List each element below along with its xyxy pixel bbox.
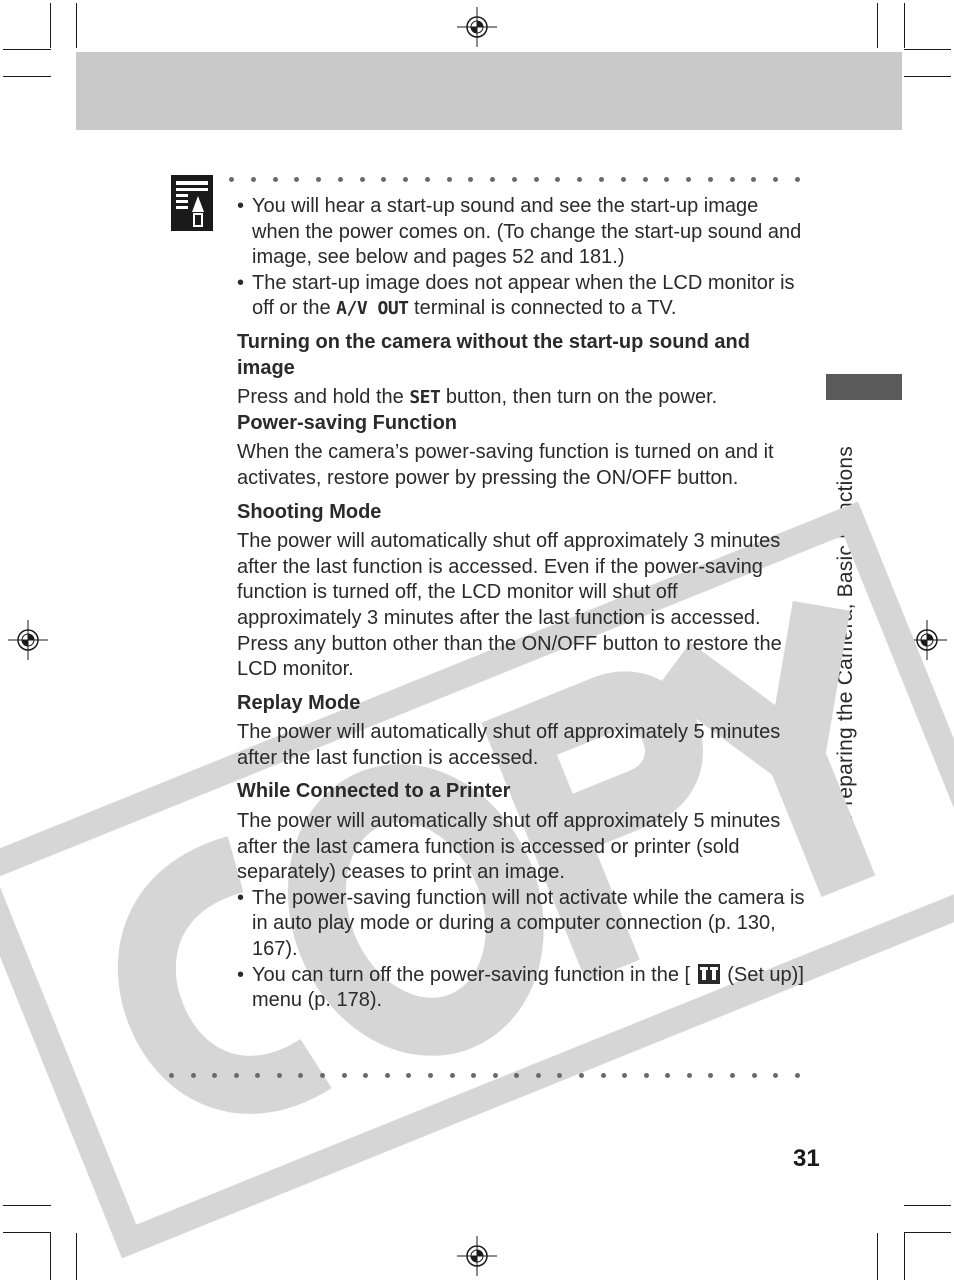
rule-dot — [363, 1073, 368, 1078]
rule-dot — [795, 1073, 800, 1078]
rule-dot — [342, 1073, 347, 1078]
av-out-terminal-symbol: A/V OUT — [336, 298, 409, 320]
rule-dot — [708, 177, 713, 182]
body-text: Press and hold the — [237, 386, 410, 409]
crop-mark — [877, 1233, 878, 1280]
section-body: When the camera’s power-saving function is turned on and it activates, restore power by pressing the ON/OFF button. — [237, 441, 774, 489]
section-heading: Turning on the camera without the start-up sound and image — [237, 330, 750, 379]
bullet-mark: • — [237, 886, 245, 909]
rule-dot — [622, 1073, 627, 1078]
registration-mark-icon — [457, 7, 497, 47]
crop-mark — [904, 1233, 905, 1280]
rule-dot — [621, 177, 626, 182]
body-text: button, then turn on the power. — [440, 386, 718, 409]
rule-dot — [773, 1073, 778, 1078]
rule-dot — [381, 177, 386, 182]
rule-dot — [277, 1073, 282, 1078]
rule-dot — [251, 177, 256, 182]
rule-dot — [512, 177, 517, 182]
crop-mark — [904, 3, 905, 48]
section-body — [237, 385, 807, 411]
rule-dot — [795, 177, 800, 182]
rule-dot — [447, 177, 452, 182]
registration-mark-icon — [907, 620, 947, 660]
rule-dot — [273, 177, 278, 182]
rule-dot — [686, 177, 691, 182]
section-heading: Shooting Mode — [237, 500, 382, 523]
bullet-text: The power-saving function will not activate while the camera is in auto play mode or during a computer connection (p. 130, 167). — [252, 886, 805, 961]
rule-dot — [751, 177, 756, 182]
dotted-rule-top — [229, 177, 800, 183]
header-band — [76, 52, 902, 130]
rule-dot — [579, 1073, 584, 1078]
rule-dot — [493, 1073, 498, 1078]
rule-dot — [385, 1073, 390, 1078]
bullet-text: You will hear a start-up sound and see the start-up image when the power comes on. (To change the start-up sound and image, see below and pages 52 and 181.) — [252, 195, 802, 269]
rule-dot — [316, 177, 321, 182]
rule-dot — [406, 1073, 411, 1078]
bullet-text: The start-up image does not appear when the LCD monitor is off or the — [252, 271, 795, 320]
rule-dot — [294, 177, 299, 182]
section-body: The power will automatically shut off approximately 5 minutes after the last camera function is accessed or printer (sold separately) ceases to print an image. — [237, 810, 781, 884]
rule-dot — [687, 1073, 692, 1078]
note-bullet — [237, 963, 807, 1014]
dotted-rule-bottom — [169, 1073, 800, 1079]
rule-dot — [730, 177, 735, 182]
rule-dot — [212, 1073, 217, 1078]
rule-dot — [468, 177, 473, 182]
rule-dot — [577, 177, 582, 182]
rule-dot — [643, 177, 648, 182]
rule-dot — [428, 1073, 433, 1078]
rule-dot — [450, 1073, 455, 1078]
section-heading: Power-saving Function — [237, 411, 458, 434]
registration-mark-icon — [457, 1236, 497, 1276]
note-icon — [170, 174, 214, 232]
rule-dot — [664, 177, 669, 182]
crop-mark — [76, 1233, 77, 1280]
crop-mark — [904, 49, 951, 50]
rule-dot — [255, 1073, 260, 1078]
set-button-symbol: SET — [409, 387, 441, 409]
rule-dot — [555, 177, 560, 182]
rule-dot — [191, 1073, 196, 1078]
rule-dot — [229, 177, 234, 182]
bullet-text: (Set up)] menu (p. 178). — [252, 963, 804, 1012]
bullet-mark: • — [237, 963, 245, 986]
crop-mark — [50, 1233, 51, 1280]
rule-dot — [752, 1073, 757, 1078]
section-body: The power will automatically shut off approximately 3 minutes after the last function is accessed. Even if the power-saving function is turned off, the LCD monitor will shut off approximately 3 minutes after the last function is accessed. Press any button other than the ON/OFF button to restore the LCD monitor. — [237, 530, 782, 681]
note-bullet — [237, 194, 807, 271]
rule-dot — [557, 1073, 562, 1078]
crop-mark — [3, 76, 51, 77]
page-number: 31 — [793, 1145, 820, 1172]
bullet-text: terminal is connected to a TV. — [408, 297, 677, 320]
crop-mark — [3, 1232, 51, 1233]
rule-dot — [665, 1073, 670, 1078]
note-bullet — [237, 886, 807, 963]
rule-dot — [490, 177, 495, 182]
rule-dot — [534, 177, 539, 182]
crop-mark — [904, 76, 951, 77]
crop-mark — [3, 49, 51, 50]
rule-dot — [298, 1073, 303, 1078]
crop-mark — [877, 3, 878, 48]
rule-dot — [514, 1073, 519, 1078]
bullet-mark: • — [237, 195, 245, 217]
rule-dot — [599, 177, 604, 182]
rule-dot — [338, 177, 343, 182]
rule-dot — [773, 177, 778, 182]
note-content — [237, 194, 807, 1014]
rule-dot — [169, 1073, 174, 1078]
setup-menu-icon — [698, 964, 720, 984]
rule-dot — [425, 177, 430, 182]
rule-dot — [471, 1073, 476, 1078]
crop-mark — [904, 1205, 951, 1206]
rule-dot — [644, 1073, 649, 1078]
bullet-text: You can turn off the power-saving function in the [ — [252, 963, 691, 986]
rule-dot — [360, 177, 365, 182]
rule-dot — [234, 1073, 239, 1078]
section-heading: Replay Mode — [237, 691, 361, 714]
rule-dot — [601, 1073, 606, 1078]
crop-mark — [76, 3, 77, 48]
chapter-title: Preparing the Camera, Basic Functions — [834, 446, 857, 820]
section-heading: While Connected to a Printer — [237, 780, 511, 803]
crop-mark — [50, 3, 51, 48]
section-body: The power will automatically shut off approximately 5 minutes after the last function is accessed. — [237, 721, 781, 769]
rule-dot — [730, 1073, 735, 1078]
rule-dot — [403, 177, 408, 182]
crop-mark — [3, 1205, 51, 1206]
bullet-mark: • — [237, 271, 245, 294]
rule-dot — [320, 1073, 325, 1078]
chapter-tab — [826, 374, 902, 400]
crop-mark — [904, 1232, 951, 1233]
rule-dot — [536, 1073, 541, 1078]
note-bullet — [237, 271, 807, 322]
registration-mark-icon — [8, 620, 48, 660]
rule-dot — [708, 1073, 713, 1078]
